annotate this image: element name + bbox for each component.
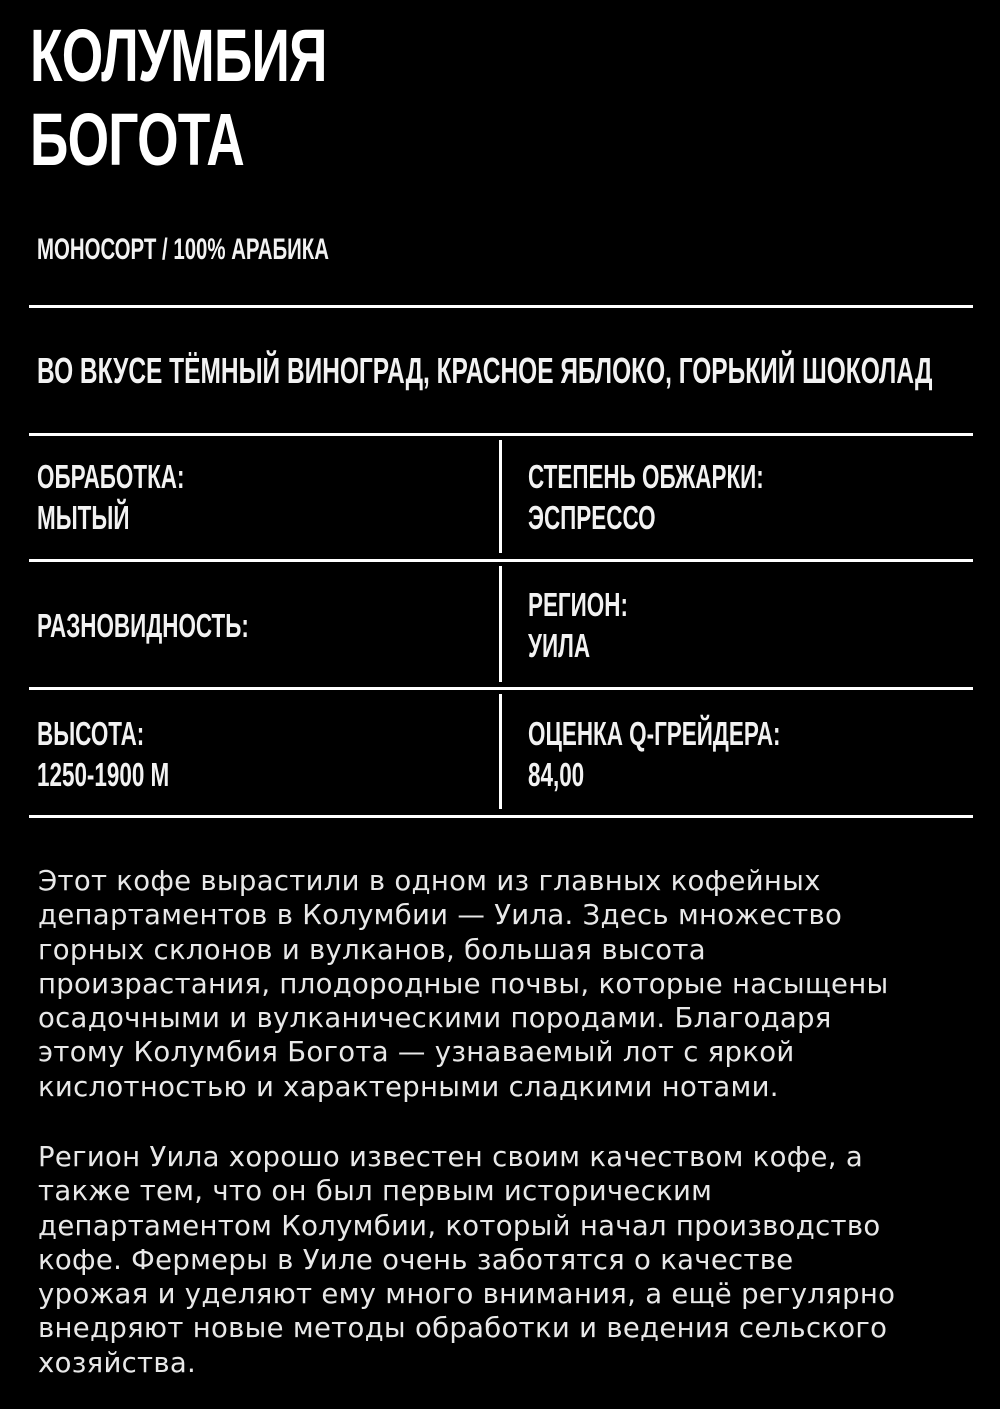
text-line: департаментом Колумбии, который начал производство	[38, 1209, 881, 1242]
divider	[29, 815, 973, 818]
spec-region	[528, 584, 628, 666]
product-title-line-1: КОЛУМБИЯ	[30, 14, 327, 97]
text-line: кислотностью и характерными сладкими нотами.	[38, 1070, 779, 1103]
text-line: кофе. Фермеры в Уиле очень заботятся о качестве	[38, 1243, 794, 1276]
divider	[29, 305, 973, 308]
text-line: внедряют новые методы обработки и ведения сельского	[38, 1312, 888, 1345]
spec-value: УИЛА	[528, 627, 591, 664]
spec-label: СТЕПЕНЬ ОБЖАРКИ:	[528, 458, 764, 495]
text-line: Регион Уила хорошо известен своим качеством кофе, а	[38, 1141, 863, 1173]
divider	[29, 687, 973, 690]
text-line: осадочными и вулканическими породами. Благодаря	[38, 1002, 832, 1035]
tasting-notes: ВО ВКУСЕ ТЁМНЫЙ ВИНОГРАД, КРАСНОЕ ЯБЛОКО, ГОРЬКИЙ ШОКОЛАД	[37, 350, 933, 391]
text-line: департаментов в Колумбии — Уила. Здесь множество	[38, 899, 843, 932]
column-divider	[499, 440, 502, 553]
text-line: также тем, что он был первым историческим	[38, 1175, 713, 1208]
text-line: Этот кофе вырастили в одном из главных кофейных	[38, 865, 821, 897]
product-subtitle: МОНОСОРТ / 100% АРАБИКА	[37, 233, 329, 266]
product-title-line-2: БОГОТА	[30, 98, 245, 181]
spec-label: ВЫСОТА:	[37, 715, 145, 752]
product-title	[30, 14, 327, 182]
description-paragraph-2	[38, 1140, 968, 1380]
spec-value: МЫТЫЙ	[37, 499, 130, 536]
text-line: произрастания, плодородные почвы, которые насыщены	[38, 967, 889, 1000]
spec-altitude	[37, 713, 169, 795]
text-line: горных склонов и вулканов, большая высота	[38, 933, 706, 966]
spec-variety	[37, 605, 249, 646]
spec-q-grade	[528, 713, 781, 795]
column-divider	[499, 694, 502, 809]
divider	[29, 433, 973, 436]
spec-label: ОЦЕНКА Q-ГРЕЙДЕРА:	[528, 715, 781, 752]
divider	[29, 559, 973, 562]
spec-value: ЭСПРЕССО	[528, 499, 656, 536]
spec-value: 1250-1900 М	[37, 756, 170, 793]
spec-roast	[528, 456, 764, 538]
text-line: урожая и уделяют ему много внимания, а ещё регулярно	[38, 1278, 896, 1311]
spec-label: РЕГИОН:	[528, 586, 628, 623]
spec-processing	[37, 456, 184, 538]
text-line: хозяйства.	[38, 1346, 197, 1379]
spec-value: 84,00	[528, 756, 585, 793]
spec-label: ОБРАБОТКА:	[37, 458, 185, 495]
column-divider	[499, 566, 502, 682]
spec-label: РАЗНОВИДНОСТЬ:	[37, 607, 249, 644]
description-paragraph-1	[38, 864, 968, 1104]
text-line: этому Колумбия Богота — узнаваемый лот с яркой	[38, 1036, 795, 1069]
